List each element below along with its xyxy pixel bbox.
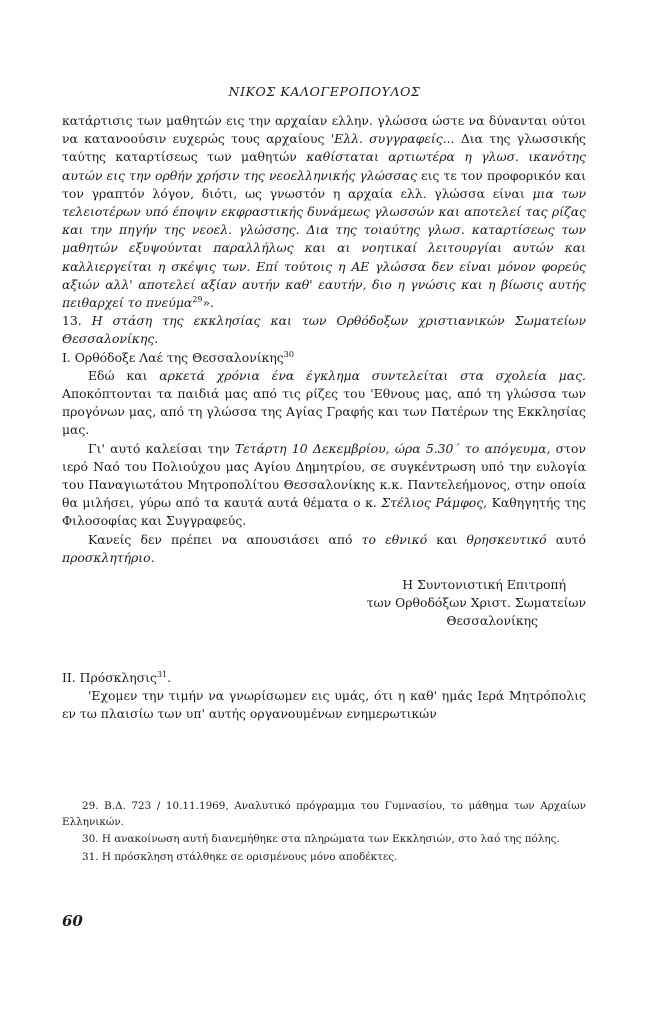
text-span: κατάρτισις των μαθητών εις την αρχαίαν ελλην. γλώσσα ώστε να δύνανται ούτοι να κατανοούσιν ευχερώς τους αρχαίους xyxy=(62,113,586,147)
text-span: Καθηγητής της Φιλοσοφίας και Συγγραφεύς. xyxy=(62,495,586,529)
text-span: θρησκευτικό xyxy=(466,531,547,547)
text-span: εις τε τον προφορικόν και τον γραπτόν λόγον, διότι, ως γνωστόν η αρχαία ελλ. γλώσσα είναι xyxy=(62,167,586,201)
signature-line: Θεσσαλονίκης xyxy=(446,613,538,629)
paragraph-invitation: 'Εχομεν την τιμήν να γνωρίσωμεν εις υμάς, ότι η καθ' ημάς Ιερά Μητρόπολις εν τω πλαισίω των υπ' αυτής οργανουμένων ενημερωτικών xyxy=(62,687,586,722)
text-span: αρκετά χρόνια ένα έγκλημα συντελείται στα σχολεία μας. xyxy=(159,367,586,383)
spacer xyxy=(62,631,586,669)
text-span: . xyxy=(167,669,172,685)
signature-line: των Ορθοδόξων Χριστ. Σωματείων xyxy=(366,595,586,611)
footnote-ref-31: 31 xyxy=(156,669,168,679)
text-span: Τετάρτη 10 Δεκεμβρίου, ώρα 5.30΄ το απόγευμα, xyxy=(234,440,551,456)
text-span: μια των τελειοτέρων υπό έποψιν εκφραστικής δυνάμεως γλωσσών και αποτελεί τας ρίζας και την πηγήν της νεοελ. γλώσσης. Δια της τοιαύτης γλωσ. καταρτίσεως των μαθητών εξυψούνται παραλλήλως και αι νοητικαί λειτουργίαι αυτών και καλλιεργείται η σκέψις των. Επί τούτοις η ΑΕ γλώσσα δεν είναι μόνον φορεύς αξιών αλλ' αποτελεί αξίαν αυτήν καθ' εαυτήν, διο η γνώσις και η βίωσις αυτής πειθαρχεί το πνεύμα xyxy=(62,185,586,311)
footnote: 31. Η πρόσκληση στάλθηκε σε ορισμένους μόνο αποδέκτες. xyxy=(82,850,398,863)
footnote: 30. Η ανακοίνωση αυτή διανεμήθηκε στα πληρώματα των Εκκλησιών, στο λαό της πόλης. xyxy=(82,833,560,846)
text-span: προσκλητήριο. xyxy=(62,549,155,565)
footnote-ref-29: 29 xyxy=(192,294,203,304)
footnote: 29. Β.Δ. 723 / 10.11.1969, Αναλυτικό πρόγραμμα του Γυμνασίου, το μάθημα των Αρχαίων Ελληνικών. xyxy=(62,800,586,828)
text-span: ». xyxy=(202,295,214,311)
footnote-ref-30: 30 xyxy=(283,349,294,359)
paragraph-announcement-1 xyxy=(62,367,586,440)
subheading-label: Ι. Ορθόδοξε Λαέ της Θεσσαλονίκης xyxy=(62,349,284,365)
paragraph-quote-end xyxy=(62,112,586,312)
text-span: Δια της γλωσσικής ταύτης καταρτίσεως των μαθητών xyxy=(62,131,586,165)
text-span: Γι' αυτό καλείσαι την xyxy=(88,440,235,456)
signature-line: Η Συντονιστική Επιτροπή xyxy=(402,577,566,593)
text-span: αυτό xyxy=(546,531,586,547)
paragraph-announcement-3 xyxy=(62,531,586,567)
text-span: Αποκόπτονται τα παιδιά μας από τις ρίζες του 'Εθνους μας, από τη γλώσσα των προγόνων μας, από τη γλώσσα της Αγίας Γραφής και των Πατέρων της Εκκλησίας μας. xyxy=(62,386,586,438)
subheading-label: ΙΙ. Πρόσκλησις xyxy=(62,669,157,685)
text-span: Κανείς δεν πρέπει να απουσιάσει από xyxy=(88,531,362,547)
footnotes xyxy=(62,799,586,867)
text-span: Στέλιος Ράμφος, xyxy=(381,495,488,511)
subheading-i xyxy=(62,349,586,367)
subheading-ii xyxy=(62,669,586,687)
paragraph-announcement-2 xyxy=(62,440,586,531)
main-text xyxy=(62,112,586,723)
text-span: το εθνικό xyxy=(361,531,428,547)
section-title: Η στάση της εκκλησίας και των Ορθόδοξων χριστιανικών Σωματείων Θεσσαλονίκης. xyxy=(62,313,586,347)
page-number: 60 xyxy=(62,912,83,930)
text-span: 'Ελλ. συγγραφείς... xyxy=(330,131,461,147)
text-span: καθίσταται αρτιωτέρα η γλωσ. ικανότης αυτών εις την ορθήν χρήσιν της νεοελληνικής γλώσσας xyxy=(62,149,586,183)
running-header: ΝΙΚΟΣ ΚΑΛΟΓΕΡΟΠΟΥΛΟΣ xyxy=(228,84,421,99)
section-number: 13. xyxy=(62,313,92,329)
text-span: Εδώ και xyxy=(88,367,160,383)
text-span: και xyxy=(427,531,467,547)
section-heading-13 xyxy=(62,312,586,348)
signature-block xyxy=(62,576,586,631)
text-span: στον ιερό Ναό του Πολιούχου μας Αγίου Δημητρίου, σε συγκέντρωση υπό την ευλογία του Παναγιωτάτου Μητροπολίτου Θεσσαλονίκης κ.κ. Παντελεήμονος, στην οποία θα μιλήσει, γύρω από τα καυτά αυτά θέματα ο κ. xyxy=(62,440,586,511)
